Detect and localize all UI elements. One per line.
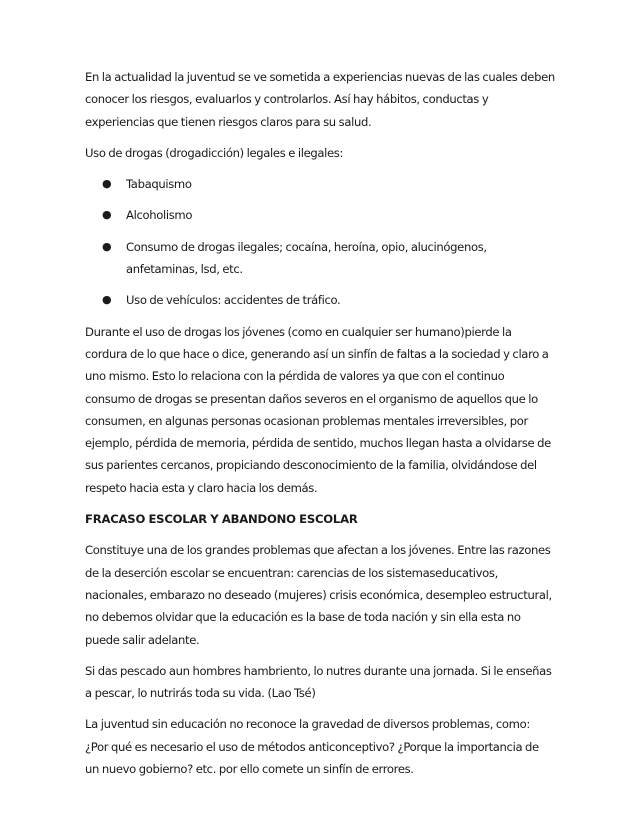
- drugs-paragraph: Durante el uso de drogas los jóvenes (como en cualquier ser humano)pierde la cordura de lo que hace o dice, generando así un sinfín de faltas a la sociedad y claro a uno mismo. Esto lo relaciona con la pérdida de valores ya que con el continuo consumo de drogas se presentan daños severos en el organismo de aquellos que lo consumen, en algunas personas ocasionan problemas mentales irreversibles, por ejemplo, pérdida de memoria, pérdida de sentido, muchos llegan hasta a olvidarse de sus parientes cercanos, propiciando desconocimiento de la familia, olvidándose del respeto hacia esta y claro hacia los demás.: [85, 324, 551, 495]
- document-page: [85, 66, 555, 789]
- list-item: [85, 204, 555, 226]
- list-item: [85, 289, 555, 311]
- list-item-text: Tabaquismo: [126, 177, 192, 192]
- bullet-icon: ●: [102, 293, 112, 307]
- list-item-text: Uso de vehículos: accidentes de tráfico.: [126, 293, 341, 308]
- intro-paragraph: En la actualidad la juventud se ve sometida a experiencias nuevas de las cuales deben conocer los riesgos, evaluarlos y controlarlos. Así hay hábitos, conductas y experiencias que tienen riesgos claros para su salud.: [85, 70, 555, 129]
- list-item-text: Consumo de drogas ilegales; cocaína, heroína, opio, alucinógenos, anfetaminas, lsd, etc.: [126, 239, 487, 277]
- bullet-icon: ●: [102, 208, 112, 222]
- drug-list: [85, 173, 555, 311]
- bullet-icon: ●: [102, 177, 112, 191]
- school-paragraph: Constituye una de los grandes problemas que afectan a los jóvenes. Entre las razones de la deserción escolar se encuentran: carencias de los sistemaseducativos, nacionales, embarazo no deseado (mujeres) crisis económica, desempleo estructural, no debemos olvidar que la educación es la base de toda nación y sin ella esta no puede salir adelante.: [85, 543, 552, 647]
- bullet-icon: ●: [102, 239, 112, 253]
- list-item-text: Alcoholismo: [126, 208, 193, 223]
- list-item: [85, 173, 555, 195]
- drugs-intro-paragraph: Uso de drogas (drogadicción) legales e ilegales:: [85, 145, 344, 160]
- closing-paragraph: La juventud sin educación no reconoce la gravedad de diversos problemas, como: ¿Por qué es necesario el uso de métodos anticonceptivo? ¿Porque la importancia de un nuevo gobierno? etc. por ello comete un sinfín de errores.: [85, 717, 539, 777]
- quote-paragraph: Si das pescado aun hombres hambriento, lo nutres durante una jornada. Si le enseñas a pescar, lo nutrirás toda su vida. (Lao Tsé): [85, 663, 552, 701]
- section-heading: FRACASO ESCOLAR Y ABANDONO ESCOLAR: [85, 512, 358, 527]
- list-item: [85, 236, 555, 281]
